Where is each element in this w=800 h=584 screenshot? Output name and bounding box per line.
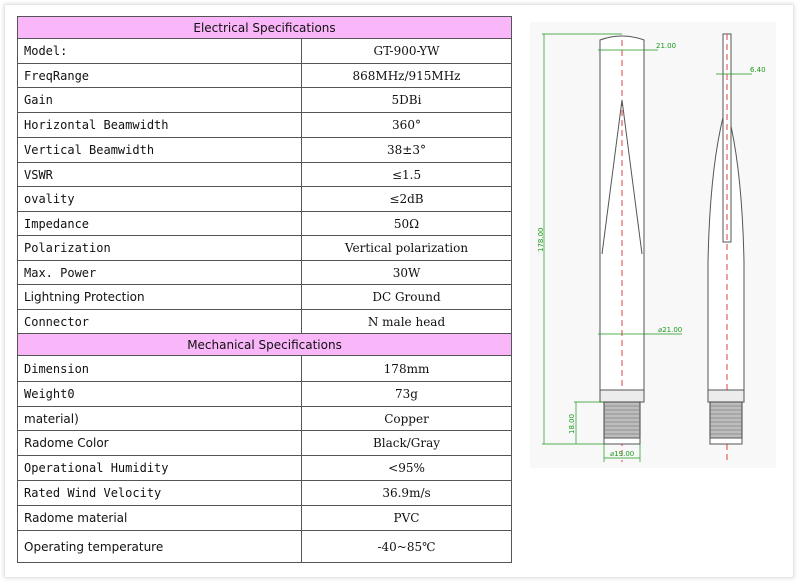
row-value: -40~85℃ [302, 531, 512, 563]
row-label: Vertical Beamwidth [18, 138, 302, 163]
table-row [18, 431, 512, 456]
row-label: Rated Wind Velocity [18, 481, 302, 506]
table-row [18, 113, 512, 138]
mechanical-header: Mechanical Specifications [18, 334, 512, 356]
table-row [18, 531, 512, 563]
table-row [18, 236, 512, 261]
row-value: 30W [302, 261, 512, 285]
row-value: 36.9m/s [302, 481, 512, 506]
row-label: Lightning Protection [18, 285, 302, 310]
section-header-row [18, 17, 512, 39]
row-value: 360° [302, 113, 512, 138]
table-row [18, 481, 512, 506]
table-row [18, 261, 512, 285]
dim-body-label: ⌀21.00 [658, 326, 683, 334]
row-value: ≤1.5 [302, 163, 512, 187]
dim-length-label: 178.00 [537, 227, 545, 252]
row-label: Radome Color [18, 431, 302, 456]
row-value: 50Ω [302, 212, 512, 236]
side-view [708, 34, 744, 462]
row-label: Operational Humidity [18, 456, 302, 481]
antenna-diagram [530, 22, 776, 468]
row-value: 73g [302, 382, 512, 407]
table-row [18, 407, 512, 431]
row-value: N male head [302, 310, 512, 334]
row-label: material) [18, 407, 302, 431]
table-row [18, 285, 512, 310]
row-label: FreqRange [18, 64, 302, 88]
row-label: Model: [18, 39, 302, 64]
row-value: Vertical polarization [302, 236, 512, 261]
row-value: GT-900-YW [302, 39, 512, 64]
row-label: VSWR [18, 163, 302, 187]
row-label: Radome material [18, 506, 302, 531]
dim-top-label: 21.00 [656, 42, 677, 50]
row-label: Operating temperature [18, 531, 302, 563]
spec-table [17, 16, 512, 563]
electrical-header: Electrical Specifications [18, 17, 512, 39]
row-label: ovality [18, 187, 302, 212]
table-row [18, 138, 512, 163]
table-row [18, 506, 512, 531]
row-value: 178mm [302, 356, 512, 382]
row-value: <95% [302, 456, 512, 481]
table-row [18, 39, 512, 64]
row-value: ≤2dB [302, 187, 512, 212]
table-row [18, 212, 512, 236]
dim-connector-height-label: 18.00 [568, 413, 576, 434]
antenna-drawing [530, 22, 776, 468]
front-view [600, 36, 644, 462]
section-header-row [18, 334, 512, 356]
table-row [18, 356, 512, 382]
dim-connector-width-label: ⌀19.00 [610, 450, 635, 458]
row-value: 868MHz/915MHz [302, 64, 512, 88]
row-value: Black/Gray [302, 431, 512, 456]
row-label: Polarization [18, 236, 302, 261]
table-row [18, 88, 512, 113]
table-row [18, 456, 512, 481]
dim-side-label: 6.40 [750, 66, 766, 74]
row-label: Dimension [18, 356, 302, 382]
row-value: 38±3° [302, 138, 512, 163]
table-row [18, 310, 512, 334]
row-value: 5DBi [302, 88, 512, 113]
row-label: Impedance [18, 212, 302, 236]
row-label: Gain [18, 88, 302, 113]
table-row [18, 64, 512, 88]
row-label: Connector [18, 310, 302, 334]
table-row [18, 163, 512, 187]
row-value: DC Ground [302, 285, 512, 310]
row-label: Max. Power [18, 261, 302, 285]
row-value: PVC [302, 506, 512, 531]
row-label: Weight0 [18, 382, 302, 407]
row-label: Horizontal Beamwidth [18, 113, 302, 138]
row-value: Copper [302, 407, 512, 431]
table-row [18, 187, 512, 212]
table-row [18, 382, 512, 407]
